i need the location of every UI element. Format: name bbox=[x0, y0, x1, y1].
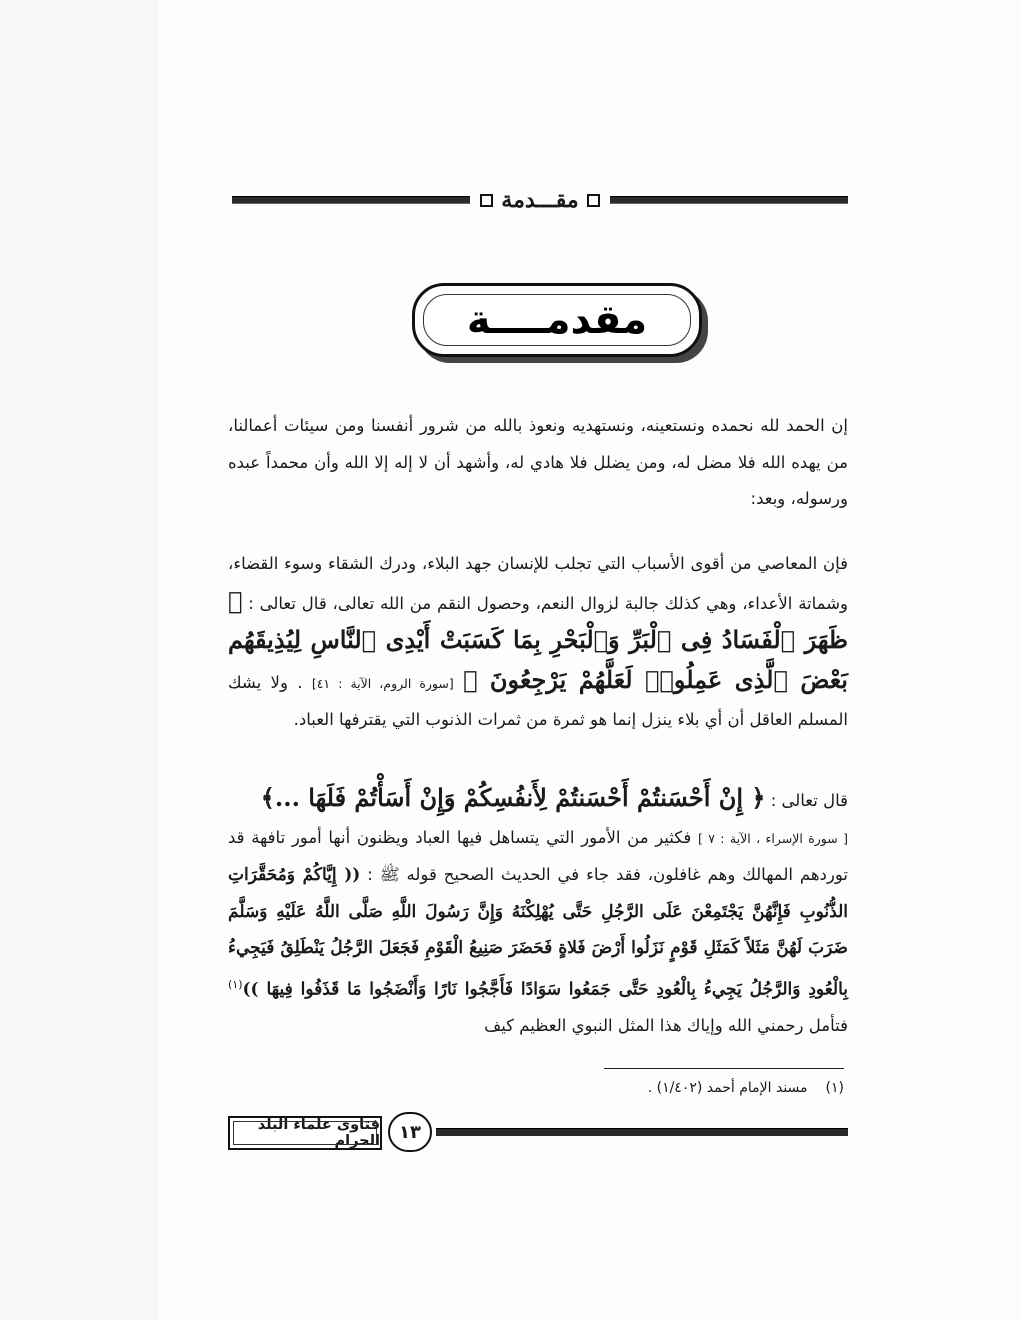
quran-verse-isra: ﴿ إِنْ أَحْسَنتُمْ أَحْسَنتُمْ لِأَنفُسِكُمْ وَإِنْ أَسَأْتُمْ فَلَهَا ...﴾ bbox=[260, 783, 766, 812]
hadith-outro: فتأمل رحمني الله وإياك هذا المثل النبوي العظيم كيف bbox=[484, 1015, 848, 1035]
chapter-title-box bbox=[412, 283, 702, 357]
page-number: ١٣ bbox=[388, 1112, 432, 1152]
square-bullet-icon bbox=[480, 194, 493, 207]
paragraph-sins bbox=[228, 546, 848, 739]
sins-outro: . ولا يشك المسلم العاقل أن أي بلاء ينزل إنما هو ثمرة من ثمرات الذنوب التي يقترفها العباد. bbox=[228, 672, 848, 729]
footnote-marker: (١) bbox=[228, 977, 243, 991]
book-title: فتاوى علماء البلد الحرام bbox=[228, 1116, 382, 1150]
paragraph-hadith bbox=[228, 780, 848, 1044]
footnote bbox=[560, 1080, 844, 1096]
footer-rule bbox=[436, 1128, 848, 1136]
header-title: مقـــدمة bbox=[501, 187, 579, 213]
header-rule-left bbox=[232, 196, 470, 204]
verse-reference-rum: [سورة الروم، الآية : ٤١] bbox=[311, 675, 454, 691]
hadith-text: (( إِيَّاكُمْ وَمُحَقَّرَاتِ الذُّنُوبِ فَإِنَّهُنَّ يَجْتَمِعْنَ عَلَى الرَّجُلِ حَتَّى يُهْلِكْنَهُ وَإِنَّ رَسُولَ اللَّهِ صَلَّى اللَّهُ عَلَيْهِ وَسَلَّمَ ضَرَبَ لَهُنَّ مَثَلاً كَمَثَلِ قَوْمٍ نَزَلُوا أَرْضَ فَلاةٍ فَحَضَرَ صَنِيعُ الْقَوْمِ فَجَعَلَ الرَّجُلُ يَنْطَلِقُ فَيَجِيءُ بِالْعُودِ وَالرَّجُلُ يَجِيءُ بِالْعُودِ حَتَّى جَمَعُوا سَوَادًا فَأَجَّجُوا نَارًا وَأَنْضَجُوا مَا قَذَفُوا فِيهَا )) bbox=[228, 865, 848, 999]
page-footer bbox=[228, 1112, 848, 1154]
square-bullet-icon bbox=[587, 194, 600, 207]
footnote-separator bbox=[604, 1068, 844, 1069]
opening-text: إن الحمد لله نحمده ونستعينه، ونستهديه ونعوذ بالله من شرور أنفسنا ومن سيئات أعمالنا، من يهده الله فلا مضل له، ومن يضلل فلا هادي له، وأشهد أن لا إله إلا الله وأن محمداً عبده ورسوله، وبعد: bbox=[228, 416, 848, 508]
paragraph-opening bbox=[228, 408, 848, 518]
quran-verse-rum: ﴿ ظَهَرَ ٱلْفَسَادُ فِى ٱلْبَرِّ وَٱلْبَحْرِ بِمَا كَسَبَتْ أَيْدِى ٱلنَّاسِ لِيُذِيقَهُم بَعْضَ ٱلَّذِى عَمِلُوا۟ لَعَلَّهُمْ يَرْجِعُونَ ﴾ bbox=[228, 585, 848, 694]
hadith-intro: فكثير من الأمور التي يتساهل فيها العباد ويظنون أنها أمور تافهة قد توردهم المهالك وهم غافلون، فقد جاء في الحديث الصحيح قوله ﷺ : bbox=[228, 827, 848, 884]
page-header bbox=[232, 185, 848, 215]
chapter-title: مقدمــــة bbox=[466, 297, 648, 343]
footnote-text: مسند الإمام أحمد (١/٤٠٢) . bbox=[647, 1080, 808, 1096]
header-rule-right bbox=[610, 196, 848, 204]
header-title-group bbox=[470, 187, 609, 213]
sins-intro: فإن المعاصي من أقوى الأسباب التي تجلب للإنسان جهد البلاء، ودرك الشقاء وسوء القضاء، وشماتة الأعداء، وهي كذلك جالبة لزوال النعم، وحصول النقم من الله تعالى، قال تعالى : bbox=[228, 554, 848, 613]
verse-intro: قال تعالى : bbox=[770, 791, 848, 810]
footnote-number: (١) bbox=[825, 1080, 844, 1096]
verse-reference-isra: [ سورة الإسراء ، الآية : ٧ ] bbox=[697, 830, 848, 846]
